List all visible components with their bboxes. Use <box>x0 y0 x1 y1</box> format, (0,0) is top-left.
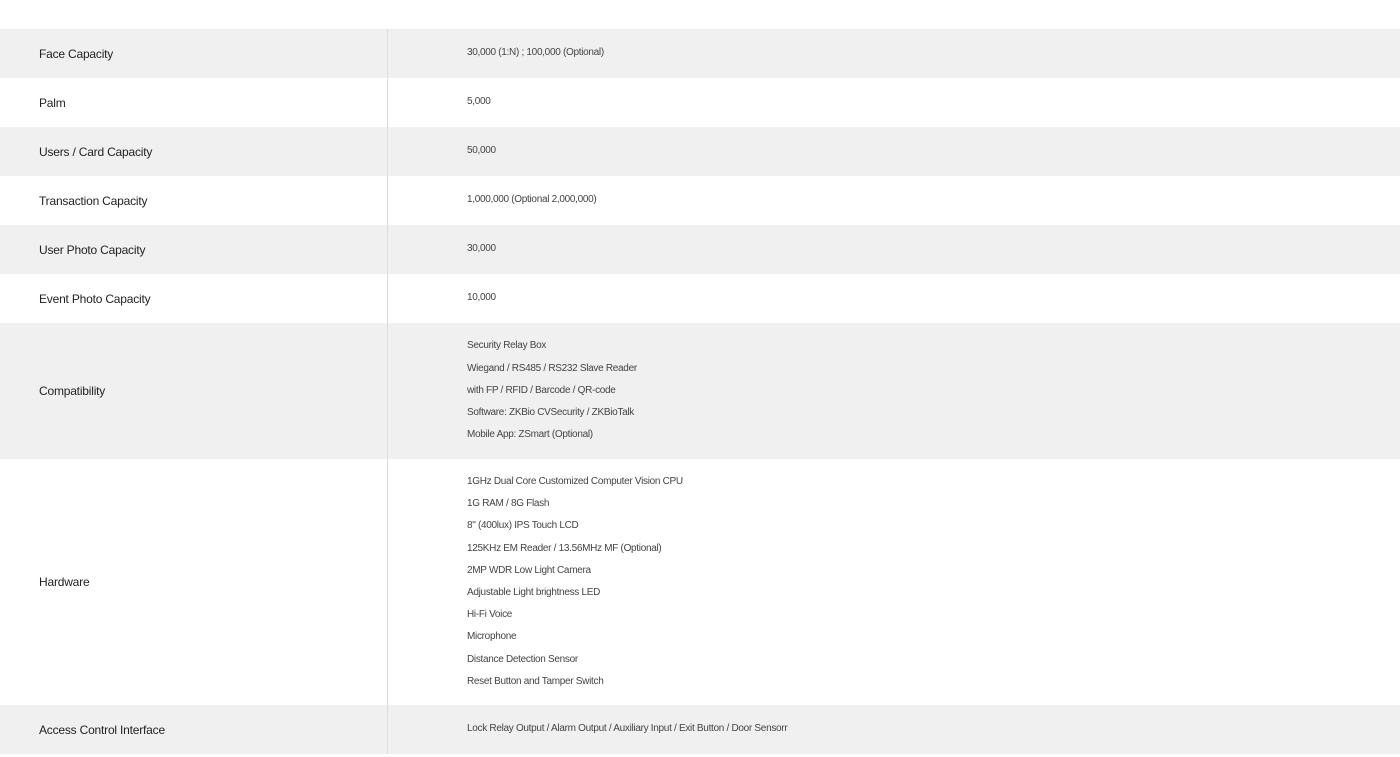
spec-value-line: Software: ZKBio CVSecurity / ZKBioTalk <box>467 407 634 419</box>
spec-value-line: Microphone <box>467 631 517 643</box>
spec-value-line: 1G RAM / 8G Flash <box>467 498 550 510</box>
spec-label: Palm <box>0 78 388 127</box>
spec-value <box>388 225 1400 274</box>
spec-label: User Photo Capacity <box>0 225 388 274</box>
spec-value <box>388 176 1400 225</box>
spec-row-user-photo-capacity <box>0 225 1400 274</box>
spec-value-line: Adjustable Light brightness LED <box>467 587 601 598</box>
spec-value-line: Lock Relay Output / Alarm Output / Auxiliary Input / Exit Button / Door Sensorr <box>467 723 788 735</box>
spec-value-line: 30,000 (1:N) ; 100,000 (Optional) <box>467 47 604 59</box>
spec-label: Hardware <box>0 459 388 705</box>
spec-value-line: 2MP WDR Low Light Camera <box>467 564 591 576</box>
spec-label: Access Control Interface <box>0 705 388 754</box>
spec-table <box>0 29 1400 754</box>
spec-row-face-capacity <box>0 29 1400 78</box>
spec-value-line: with FP / RFID / Barcode / QR-code <box>467 384 616 396</box>
spec-row-compatibility <box>0 323 1400 459</box>
spec-value-line: Mobile App: ZSmart (Optional) <box>467 429 593 441</box>
spec-row-hardware <box>0 459 1400 705</box>
spec-value-line: Reset Button and Tamper Switch <box>467 675 604 687</box>
spec-value-line: 30,000 <box>467 243 496 255</box>
spec-row-palm <box>0 78 1400 127</box>
spec-label: Face Capacity <box>0 29 388 78</box>
spec-value <box>388 459 1400 705</box>
spec-value-line: 8" (400lux) IPS Touch LCD <box>467 520 579 532</box>
spec-value-line: Wiegand / RS485 / RS232 Slave Reader <box>467 362 637 374</box>
spec-value-line: 1GHz Dual Core Customized Computer Vision CPU <box>467 475 683 487</box>
spec-label: Compatibility <box>0 323 388 459</box>
spec-label: Users / Card Capacity <box>0 127 388 176</box>
spec-value <box>388 274 1400 323</box>
spec-value-line: Hi-Fi Voice <box>467 609 513 621</box>
spec-value <box>388 78 1400 127</box>
spec-label: Event Photo Capacity <box>0 274 388 323</box>
spec-row-event-photo-capacity <box>0 274 1400 323</box>
spec-value-line: 10,000 <box>467 292 496 304</box>
spec-value <box>388 127 1400 176</box>
spec-value-line: Security Relay Box <box>467 340 547 352</box>
spec-value <box>388 705 1400 754</box>
spec-row-transaction-capacity <box>0 176 1400 225</box>
spec-value <box>388 323 1400 459</box>
spec-value-line: Distance Detection Sensor <box>467 653 578 665</box>
spec-value <box>388 29 1400 78</box>
spec-value-line: 50,000 <box>467 145 496 157</box>
spec-label: Transaction Capacity <box>0 176 388 225</box>
spec-value-line: 1,000,000 (Optional 2,000,000) <box>467 194 597 206</box>
spec-value-line: 5,000 <box>467 96 491 108</box>
spec-row-access-control-interface <box>0 705 1400 754</box>
spec-row-users-card-capacity <box>0 127 1400 176</box>
spec-value-line: 125KHz EM Reader / 13.56MHz MF (Optional) <box>467 542 662 554</box>
